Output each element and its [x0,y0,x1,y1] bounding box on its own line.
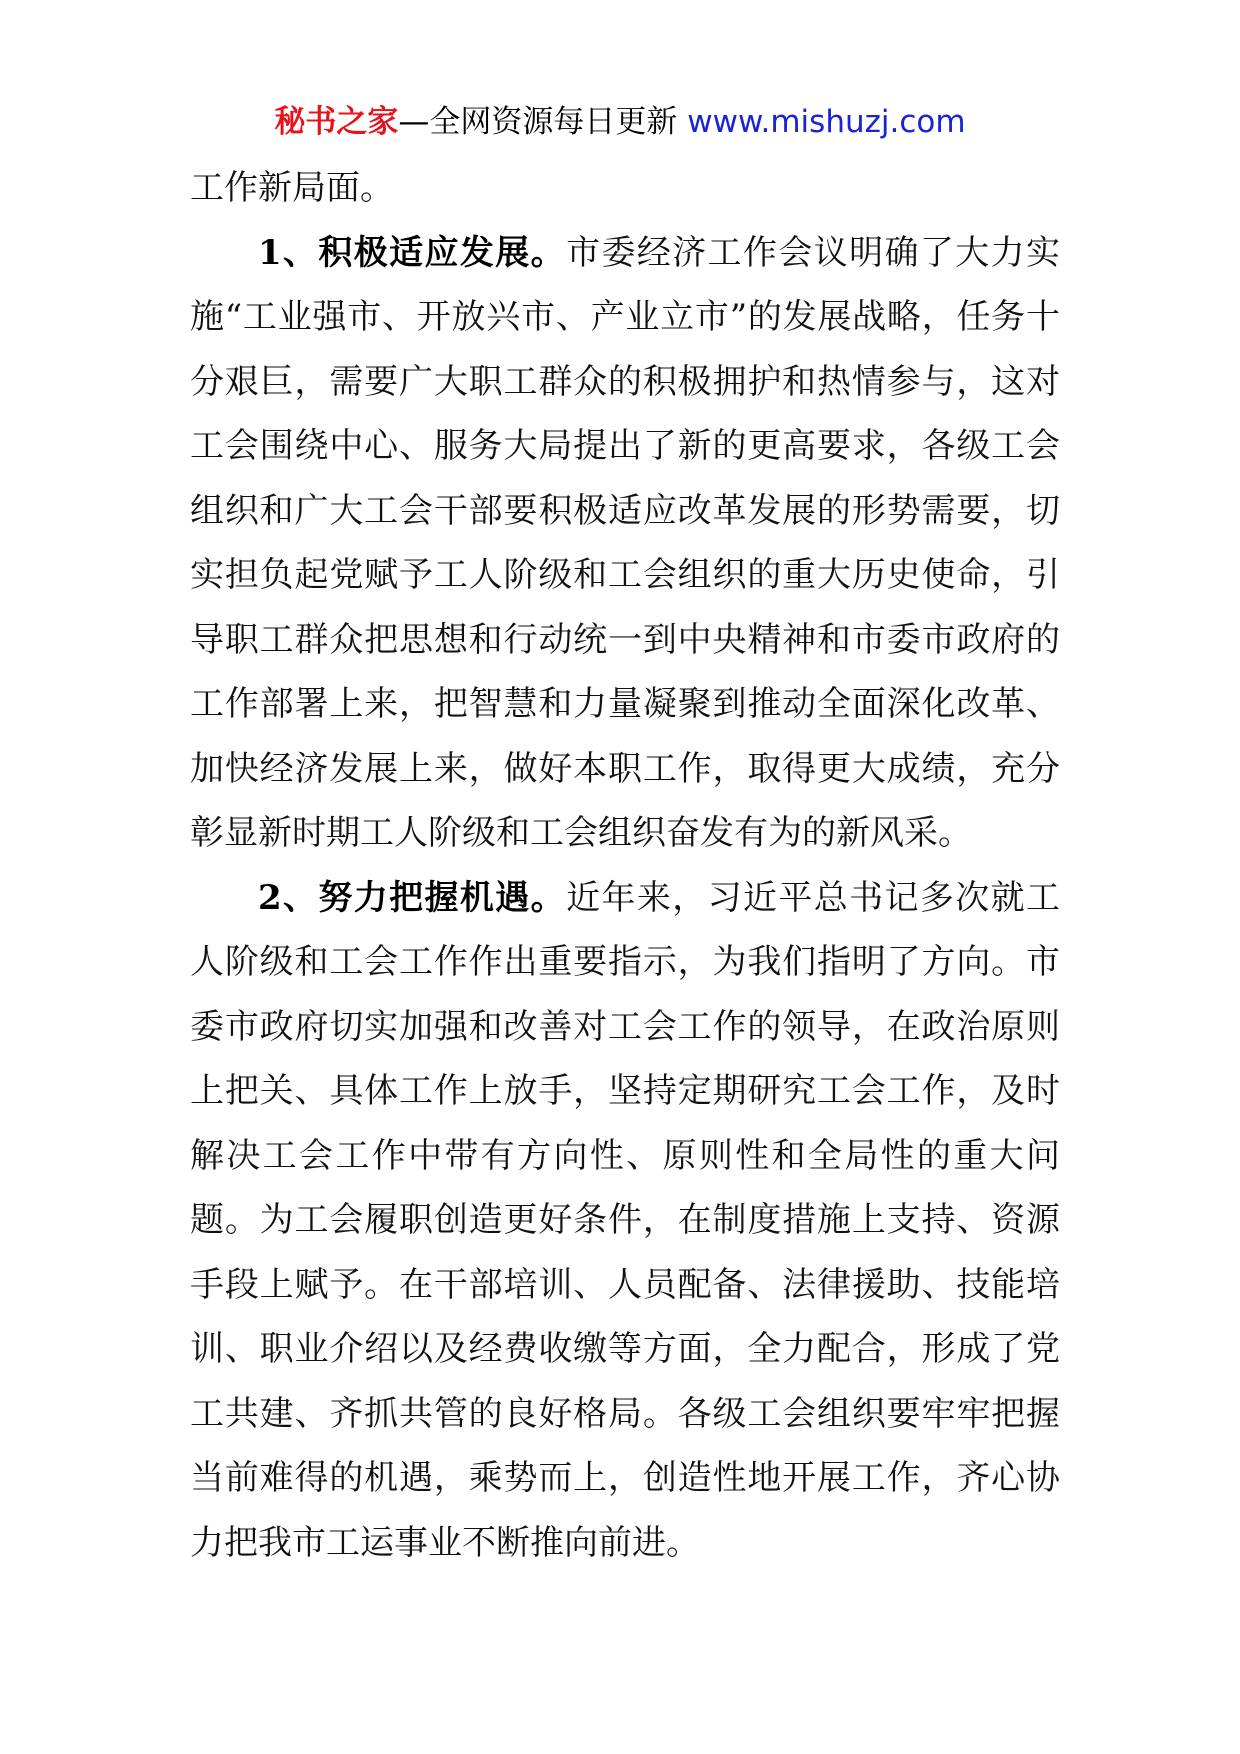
site-brand: 秘书之家 [274,104,399,140]
paragraph-continuation [190,156,1060,221]
site-header [0,102,1240,142]
paragraph-text: 工作新局面。 [190,168,394,208]
paragraph-heading: 1、积极适应发展。 [258,232,567,273]
site-slogan: —全网资源每日更新 [398,104,688,140]
document-body [190,156,1060,1575]
paragraph-text: 近年来，习近平总书记多次就工人阶级和工会工作作出重要指示，为我们指明了方向。市委市政府切实加强和改善对工会工作的领导，在政治原则上把关、具体工作上放手，坚持定期研究工会工作，及时解决工会工作中带有方向性、原则性和全局性的重大问题。为工会履职创造更好条件，在制度措施上支持、资源手段上赋予。在干部培训、人员配备、法律援助、技能培训、职业介绍以及经费收缴等方面，全力配合，形成了党工共建、齐抓共管的良好格局。各级工会组织要牢牢把握当前难得的机遇，乘势而上，创造性地开展工作，齐心协力把我市工运事业不断推向前进。 [190,877,1060,1563]
site-url-link[interactable]: www.mishuzj.com [687,104,966,140]
paragraph-adapt-development [190,221,1060,866]
paragraph-heading: 2、努力把握机遇。 [258,877,567,918]
paragraph-seize-opportunity [190,866,1060,1576]
paragraph-text: 市委经济工作会议明确了大力实施“工业强市、开放兴市、产业立市”的发展战略，任务十分艰巨，需要广大职工群众的积极拥护和热情参与，这对工会围绕中心、服务大局提出了新的更高要求，各级工会组织和广大工会干部要积极适应改革发展的形势需要，切实担负起党赋予工人阶级和工会组织的重大历史使命，引导职工群众把思想和行动统一到中央精神和市委市政府的工作部署上来，把智慧和力量凝聚到推动全面深化改革、加快经济发展上来，做好本职工作，取得更大成绩，充分彰显新时期工人阶级和工会组织奋发有为的新风采。 [190,232,1060,853]
